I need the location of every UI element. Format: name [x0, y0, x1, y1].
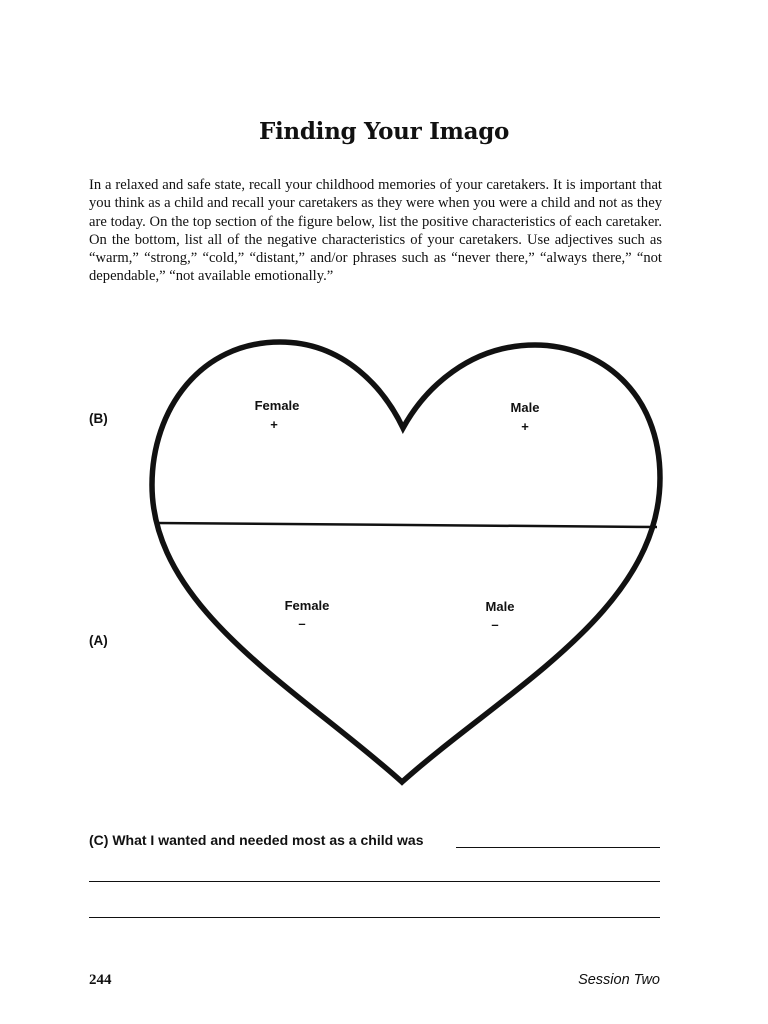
section-title: Session Two — [578, 972, 660, 988]
top-female-label: Female — [254, 398, 300, 413]
top-male-label: Male — [510, 400, 540, 415]
page-number: 244 — [89, 972, 112, 988]
answer-line-3[interactable] — [89, 917, 660, 918]
instructions-paragraph: In a relaxed and safe state, recall your childhood memories of your caretakers. It is important that you think as a child and recall your caretakers as they were when you were a child and not as they are today. On the top section of the figure below, list the positive characteristics of each caretaker. On the bottom, list all of the negative characteristics of your caretakers. Use adjectives such as “warm,” “strong,” “cold,” “distant,” and/or phrases such as “never there,” “always there,” “not dependable,” “not available emotionally.” — [89, 177, 662, 285]
answer-line-2[interactable] — [89, 881, 660, 882]
top-female-plus-sign: + — [270, 417, 278, 432]
section-b-label: (B) — [89, 411, 108, 426]
bottom-female-minus-sign: – — [298, 616, 306, 631]
heart-divider — [156, 523, 657, 527]
prompt-c-text: (C) What I wanted and needed most as a child was — [89, 832, 424, 848]
answer-line-1[interactable] — [456, 847, 660, 848]
bottom-female-label: Female — [284, 598, 330, 613]
bottom-male-minus-sign: – — [491, 617, 499, 632]
bottom-male-label: Male — [485, 599, 515, 614]
page-title: Finding Your Imago — [258, 118, 510, 145]
top-male-plus-sign: + — [521, 419, 529, 434]
heart-outline — [152, 342, 660, 782]
section-a-label: (A) — [89, 633, 108, 648]
